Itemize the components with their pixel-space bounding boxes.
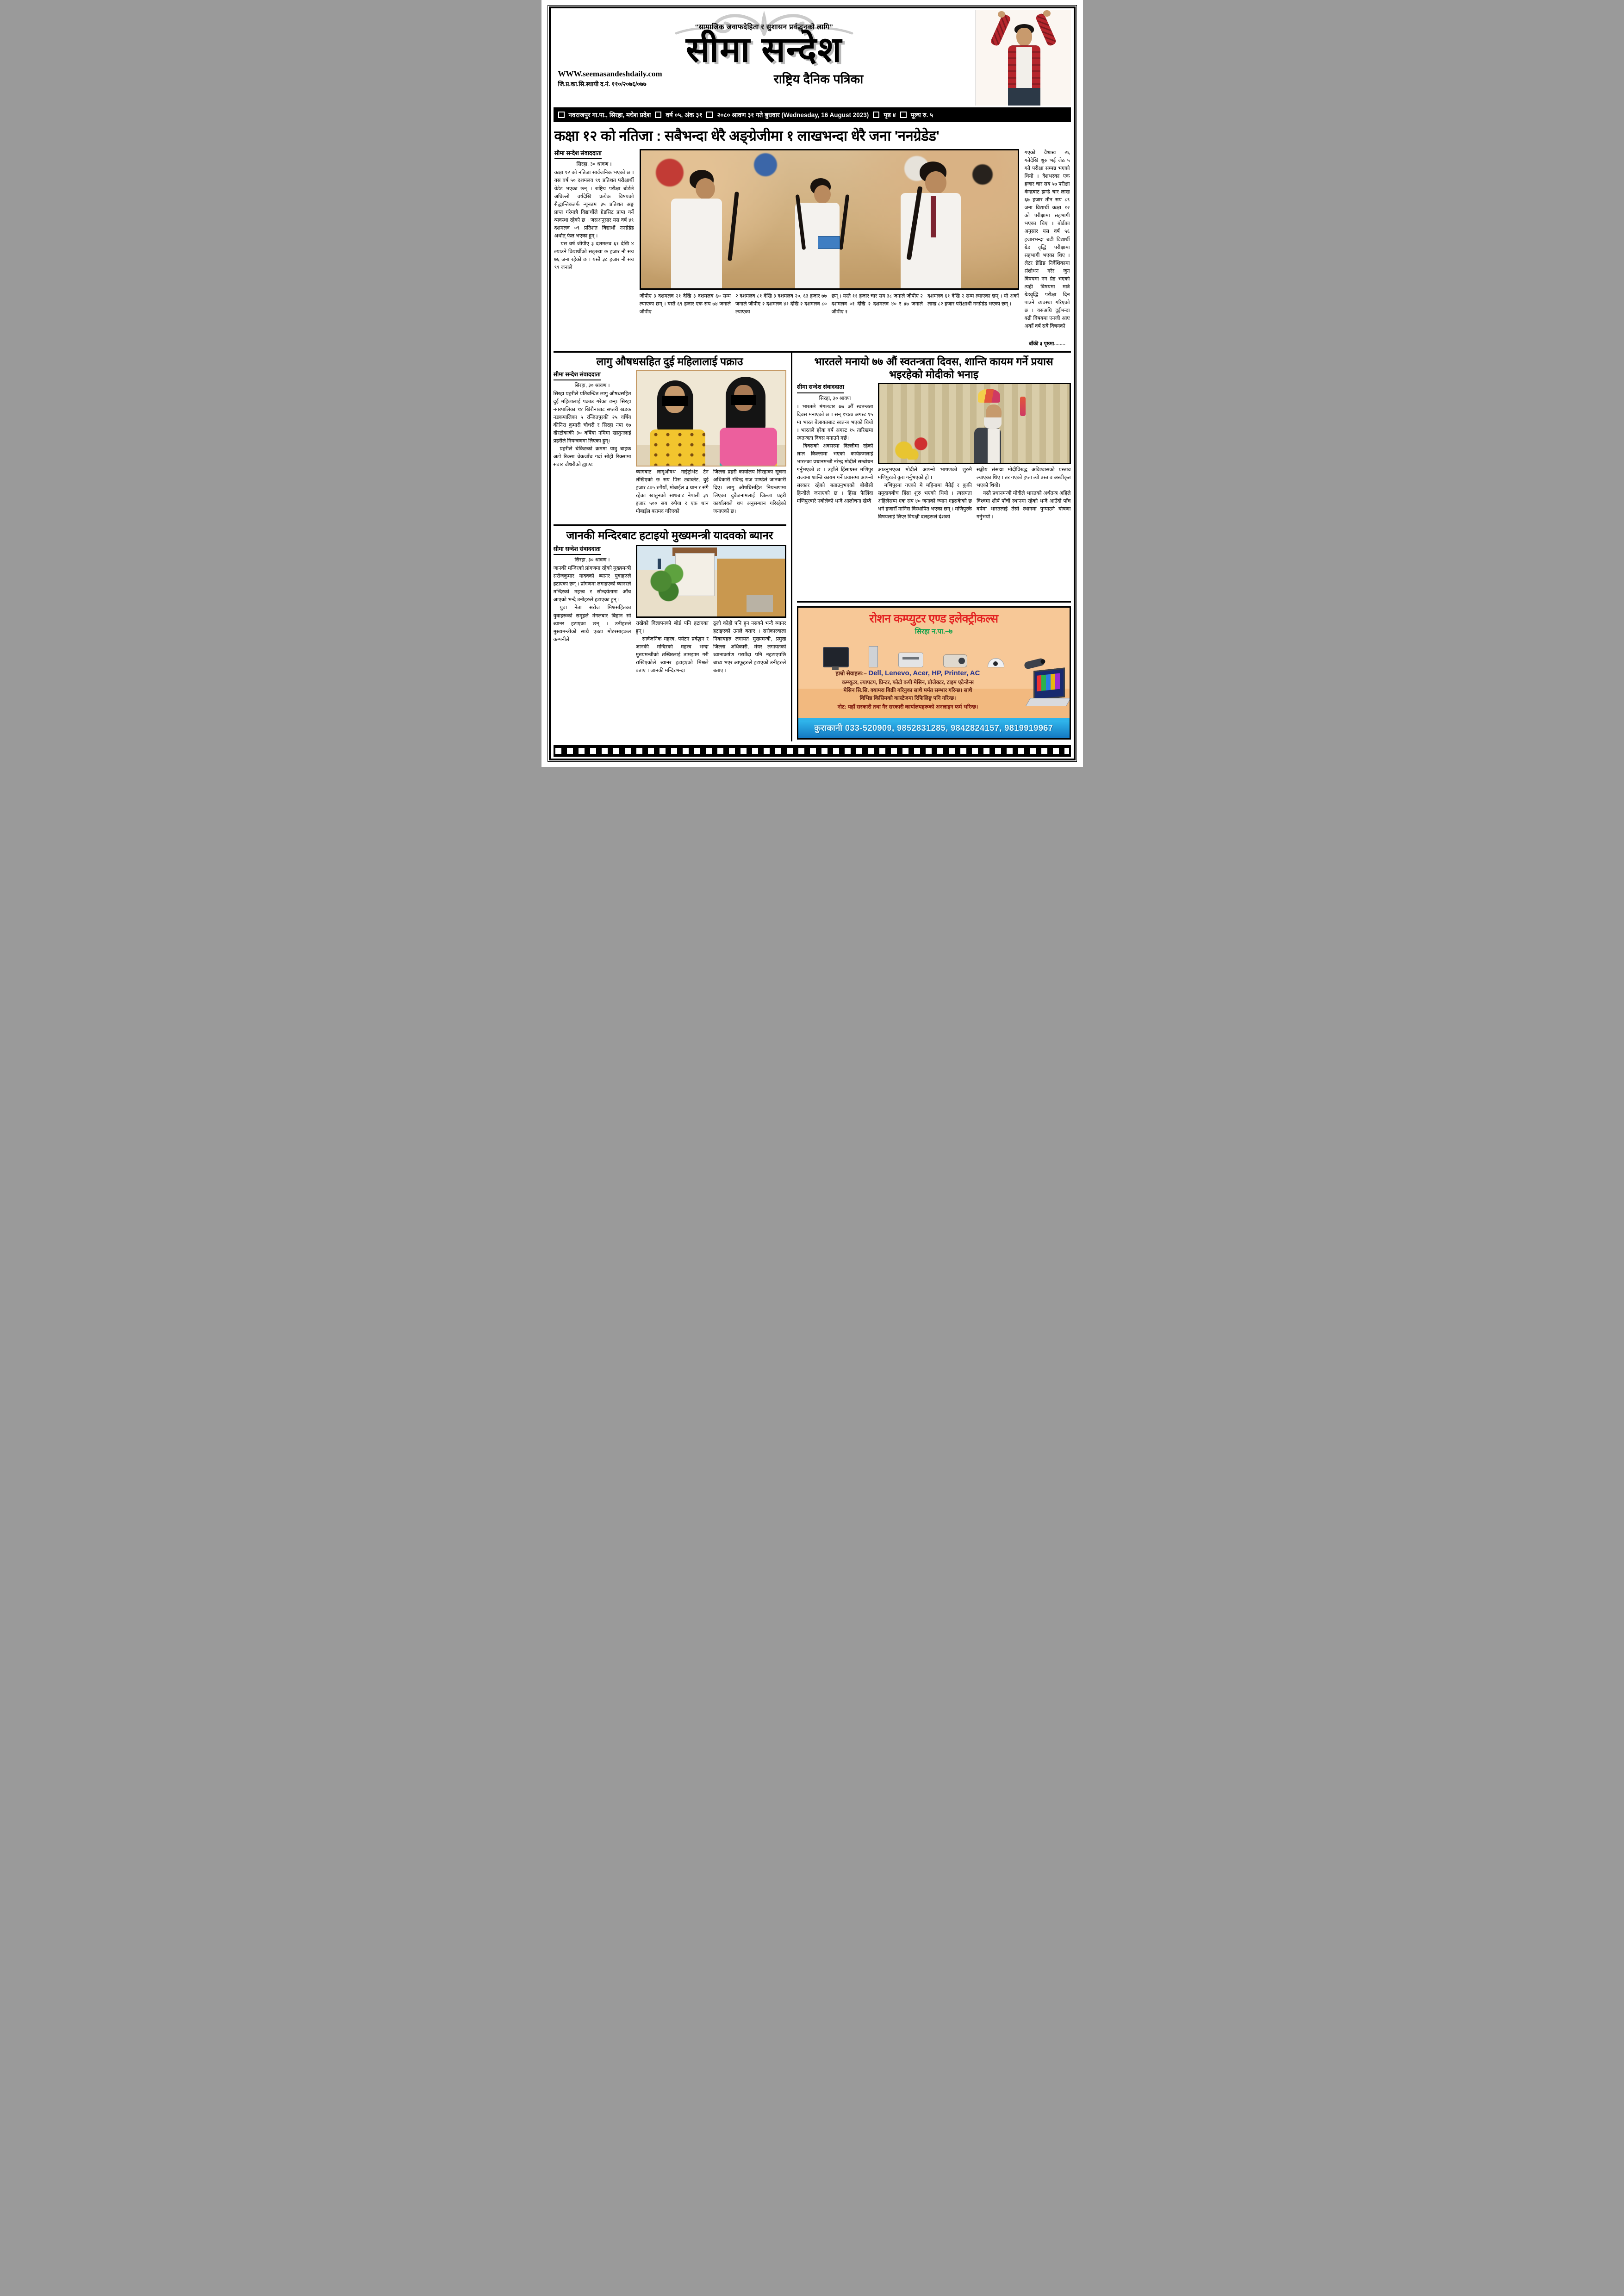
drug-cont-col: ब्यागबाट लागूऔषध नाईट्रोभेट टेन लेखिएको छ सय पिस ट्याब्लेट, दुई हजार ८०५ रुपैयाँ, मोबाईल ३ थान र संगै रहेका खातुनको साथबाट नेपाली ३१ हजार ५०० सय रुपैया र एक थान मोबाईल बरामद गरिएको [635, 469, 709, 514]
dome-camera-icon [988, 658, 1004, 667]
india-paragraph: । भारतले मंगलवार ७७ औँ स्वतन्त्रता दिवस मनाएको छ । सन् १९४७ अगस्ट १५ मा भारत बेलायतबाट स्वतन्त्र भएको थियो । भारतले हरेक वर्ष अगस्ट १५ तारिखमा स्वतन्त्रता दिवस मनाउने गर्छ। [796, 404, 873, 441]
drug-headline: लागु औषधसहित दुई महिलालाई पक्राउ [596, 355, 743, 367]
projector-icon [943, 654, 967, 667]
india-body [797, 383, 1071, 601]
publisher-location: नवराजपुर गा.पा., सिरहा, मधेश प्रदेश [568, 112, 651, 118]
ad-services-line2: कम्प्युटर, ल्यापटप, प्रिन्टर, फोटो कपी मेसिन, प्रोजेक्टर, टाइम एटेन्डेन्स [841, 679, 974, 685]
page-count: पृष्ठ ४ [884, 112, 896, 118]
ad-services-line3: मेसिन सि.सि. क्यामरा बिक्री गरिनुका साथै मर्मत सम्भार गरिन्छ। साथै [843, 687, 972, 693]
issue-date: २०८० श्रावण ३१ गते बुधवार (Wednesday, 16 August 2023) [717, 112, 869, 118]
ad-services [798, 668, 1070, 712]
photo-figure-jeans [1008, 88, 1040, 106]
india-cont-text: मणिपुरमा गएको मे महिनामा मैतेई र कुकी समुदायबीच हिंसा शुरु भएको थियो । त्यसयता अहिलेसम्म एक सय ४० जनाको ज्यान गइसकेको छ भने हजारौँ मानिस विस्थापित भएका छन् । मणिपुरकै विषयलाई लिएर विपक्षी दलहरूले देशको [877, 483, 972, 520]
ad-contact-bar: कुराकानी 033-520909, 9852831285, 9842824157, 9819919967 [798, 718, 1070, 738]
pc-tower-icon [869, 646, 878, 667]
india-cont-text: सङ्घीय संसद्मा मोदीविरुद्ध अविश्वासको प्रस्ताव ल्याएका थिए । तर गएको हप्ता त्यो प्रस्ताव अस्वीकृत भएको थियो। [977, 467, 1071, 489]
drug-cont-col: जिल्ला प्रहरी कार्यालय सिरहाका सूचना अधिकारी रबिन्द्र राज पाण्डेले जानकारी दिए। लागु औषधिसहित नियन्त्रणमा लिएका दुबैजनामलाई जिल्ला प्रहरी कार्यालयले थप अनुसन्धान गरिरहेको जनाएको छ। [713, 469, 786, 514]
woman-pink-kurta [720, 428, 777, 467]
masthead-subtitle: राष्ट्रिय दैनिक पत्रिका [773, 72, 864, 86]
dateline: सिरहा, ३० श्रावण । [574, 382, 610, 388]
lead-headline: कक्षा १२ को नतिजा : सबैभन्दा धेरै अङ्ग्रेजीमा १ लाखभन्दा धेरै जना 'ननग्रेडेड' [554, 128, 940, 144]
temple-body [554, 545, 786, 730]
ad-service-text [798, 668, 1018, 712]
banner-board [747, 595, 773, 612]
byline: सीमा सन्देश संवाददाता [554, 545, 601, 555]
person-on-ladder [658, 559, 661, 569]
modi-kurta [988, 429, 1000, 463]
girl-braid [728, 192, 739, 261]
page-frame [549, 6, 1076, 760]
newspaper-title: सीमा सन्देश [685, 30, 843, 69]
india-column-1 [797, 383, 873, 601]
drug-paragraph: प्रहरीले चेकिङको क्रममा यात्रु बाहक अटो रिक्सा चेकजाँच गर्दा सोही रिक्सामा सवार चौधरीको ह्याण्ड [553, 446, 631, 468]
flower-garland [887, 428, 944, 460]
advertisement-roshan-computers [797, 606, 1071, 740]
masthead [554, 10, 1071, 106]
masthead-photo [975, 10, 1071, 106]
ad-note: नोट: यहाँ सरकारी तथा गैर सरकारी कार्यालयहरूको अनलाइन फर्म भरिन्छ। [837, 704, 978, 710]
temple-cont-col [636, 620, 709, 730]
temple-photo-banner-removal [636, 545, 786, 618]
ad-product-images [803, 638, 1065, 667]
india-right-stack [878, 383, 1071, 601]
books [818, 236, 840, 249]
laptop-screen [1033, 667, 1065, 700]
temple-cont-col: ठूलो कोही पनि हुन नसक्ने भन्दै ब्यानर हटाइएको उनले बताए । सरोकारवाला निकायहरु लगायत मुख्यमन्त्री, प्रमुख जिल्ला अधिकारी, मेयर लगायतको ध्यानाकर्षण गराउँदा पनि नहटाएपछि बाध्य भएर आफूहरुले हटाएको उनीहरुले बताए । [713, 620, 786, 674]
price: मूल्य रु. ५ [910, 112, 933, 118]
modi-turban [978, 389, 1000, 403]
drug-right-stack [636, 370, 786, 515]
photo-figure-arm [989, 13, 1011, 47]
drug-continuation [636, 468, 786, 515]
lead-paragraph: कक्षा १२ को नतिजा सार्वजनिक भएको छ । यस वर्ष ५० दशमलव ९१ प्रतिशत परीक्षार्थी ग्रेडेड भएका छन् । राष्ट्रिय परीक्षा बोर्डले अघिल्लो वर्षदेखि प्रत्येक विषयको सैद्धान्तिकतर्फ न्यूनतम ३५ प्रतिशत अङ्क प्राप्त गरेमात्रै विद्यार्थीले ग्रेडसिट प्राप्त गर्ने व्यवस्था रहेको छ । जसअनुसार यस वर्ष ४९ दशमलव ०९ प्रतिशत विद्यार्थी ननग्रेडेड अर्थात् फेल भएका हुन् । [554, 170, 634, 239]
monitor-icon [823, 647, 849, 667]
photo-figure-arm [1035, 12, 1057, 47]
modi-beard [984, 417, 1002, 429]
issue-info-bar [554, 107, 1071, 122]
checker-pattern [555, 748, 1069, 754]
india-cont-text: यस्तै प्रधानमन्त्री मोदीले भारतको अर्थतन्त्र अहिले विश्वमा शीर्ष पाँचौं स्थानमा रहेको भन्दै आउँदो पाँच वर्षमा भारतलाई तेस्रो स्थानमा पुऱ्याउने घोषणा गर्नुभयो । [977, 491, 1071, 520]
left-column [554, 353, 792, 741]
temple-paragraph: युवा नेता सरोज मिश्रसहितका युवाहरूको समूहले मंगलबार बिहान सो ब्यानर हटाएका छन् । उनीहरुले मुख्यमन्त्रीको साथै एउटा मोटरसाइकल कम्पनीले [553, 605, 631, 642]
lead-cont-col: जीपीए ३ दशमलव २१ देखि ३ दशमलव ६० सम्म ल्याएका छन् । यस्तै ६९ हजार एक सय ७४ जनाले जीपीए [639, 293, 731, 315]
temple-right-stack [636, 545, 786, 730]
dateline: सिरहा, ३० श्रावण । [576, 162, 612, 168]
drug-column-1 [554, 370, 631, 515]
temple-paragraph: जानकी मन्दिरको प्रांगणमा रहेको मुख्यमन्त्री सरोजकुमार यादवको ब्यानर युवाहरुले हटाएका छन् । प्रांगणमा लगाइएको ब्यानरले मन्दिरको महत्त्व र सौन्दर्यतामा आँच आएको भन्दै उनीहरुले हटाएका हुन् । [553, 566, 631, 603]
lead-cont-col: २ दशमलव ८१ देखि ३ दशमलव २०, ६३ हजार ७७ जनाले जीपीए २ दशमलव ४१ देखि २ दशमलव ८० ल्याएका [735, 293, 827, 315]
laptop-base [1025, 698, 1070, 706]
article-drug-arrest [554, 353, 786, 526]
ad-title: रोशन कम्प्युटर एण्ड इलेक्ट्रीकल्स [869, 612, 998, 625]
masthead-ids [554, 69, 662, 88]
temple-headline: जानकी मन्दिरबाट हटाइयो मुख्यमन्त्री यादवको ब्यानर [566, 529, 773, 542]
girl-face [814, 185, 831, 204]
eye-privacy-bar [731, 395, 756, 405]
ad-subtitle: सिरहा न.पा.–७ [915, 628, 953, 635]
masthead-left [554, 10, 975, 106]
india-photo-modi [878, 383, 1071, 464]
lead-continuation-columns [640, 292, 1019, 347]
crowd-figure [972, 164, 993, 185]
printer-icon [898, 653, 923, 667]
square-bullet-icon [900, 112, 907, 118]
lead-middle [640, 149, 1019, 347]
girl-braid [839, 194, 850, 250]
masthead-bottom-row [554, 69, 975, 88]
article-temple-banner [554, 526, 786, 741]
lead-photo-students [640, 149, 1019, 290]
square-bullet-icon [706, 112, 713, 118]
right-column [792, 353, 1071, 741]
india-paragraph: दिवसको अवसरमा दिल्लीमा रहेको लाल किल्लामा भएको कार्यक्रमलाई भारतका प्रधानमन्त्री नरेन्द्र मोदीले सम्बोधन गर्नुभएको छ । उहाँले हिंसाग्रस्त मणिपुर राज्यमा शान्ति कायम गर्ने प्रयासमा आफ्नो सरकार रहेको बताउनुभएको बीबीसी हिन्दीले जनाएको छ । हिंसा फैलिंदा मणिपुरबारे नबोलेको भन्दै आलोचना खेप्दै [796, 443, 873, 504]
crowd-figure [754, 153, 777, 176]
crowd-figure [656, 159, 684, 187]
photo-figure-hand [1043, 10, 1051, 17]
girl-white-shirt [671, 199, 722, 290]
byline: सीमा सन्देश संवाददाता [554, 370, 601, 380]
temple-column-1 [554, 545, 631, 730]
square-bullet-icon [558, 112, 565, 118]
drug-photo-two-women [636, 370, 786, 467]
lead-story [554, 148, 1071, 353]
india-cont-text: आउनुभएका मोदीले आफ्नो भाषणको शुरुमै मणिपुरको कुरा गर्नुभएको हो । [877, 467, 972, 481]
footer-checker-strip [554, 745, 1071, 757]
temple-cont-text: सार्वजनिक महत्त्व, पर्यटन प्रर्वद्धन र जानकी मन्दिरको महत्त्व भन्दा मुख्यमन्त्रीको तस्विरलाई तामझाम गरी राखिएकोले ब्यानर हटाइएको मिश्रले बताए । जानकी मन्दिरभन्दा [635, 636, 709, 674]
lead-cont-col: दशमलव ६१ देखि २ सम्म ल्याएका छन् । यो अर्को लाख ८२ हजार परीक्षार्थी ननग्रेडेड भएका छन् । [927, 293, 1019, 307]
masthead-slogan: “सामाजिक जवाफदेहिता र सुशासन प्रर्वद्धनको लागि” [695, 23, 834, 31]
laptop-icon [1018, 668, 1070, 711]
byline: सीमा सन्देश संवाददाता [797, 383, 844, 393]
newspaper-page [541, 0, 1083, 767]
girl-tie [931, 196, 936, 237]
photo-figure-face [1016, 28, 1032, 46]
continued-on-page: बाँकी ३ पृष्ठमा........ [1029, 341, 1065, 347]
photo-figure-hand [998, 11, 1005, 18]
lead-paragraph: यस वर्ष जीपीए ३ दशमलव ६१ देखि ४ ल्याउने विद्यार्थीको सङ्ख्या छ हजार नौ सय ७६ जना रहेको छ । यस्तै ३८ हजार नौ सय ९९ जनाले [554, 241, 634, 270]
byline: सीमा सन्देश संवाददाता [554, 149, 602, 159]
ad-services-line4: विभिन्न किसिमको कास्टेजमा रिफिलिङ्ग पनि गरिन्छ। [859, 696, 956, 701]
website-url: WWW.seemasandeshdaily.com [558, 69, 662, 78]
eye-privacy-bar [662, 396, 688, 406]
lead-right-text: गएको वैशाख २६ गतेदेखि शुरु भई जेठ ५ गते परीक्षा सम्पन्न भएको थियो । देशभरका एक हजार चार सय ५७ परीक्षा केन्द्रबाट झन्डै चार लाख ६७ हजार तीन सय ८९ जना विद्यार्थी कक्षा १२ को परीक्षामा सहभागी भएका थिए । बोर्डका अनुसार यस वर्ष ५६ हजारभन्दा बढी विद्यार्थी ग्रेड वृद्धि परीक्षामा सहभागी भएका थिए । लेटर ग्रेडिङ निर्देशिकामा संशोधन गरेर जुन विषयमा नन ग्रेड भएको त्यही विषयमा मात्रै ग्रेडवृद्धि परीक्षा दिन पाउने व्यवस्था गरिएको छ । यसअघि दुईभन्दा बढी विषयमा एनजी आए अर्को वर्ष सबै विषयको [1024, 150, 1070, 330]
registration-number: जि.प्र.का.सि.स्थायी द.नं. ११०/२०७६/०७७ [558, 80, 647, 87]
woman-yellow-kurta [650, 429, 705, 467]
square-bullet-icon [873, 112, 879, 118]
india-cont-col [878, 466, 972, 601]
girl-face [696, 178, 715, 199]
lead-cont-col: छन् । यस्तै ११ हजार चार सय ३८ जनाले जीपीए २ दशमलव ०१ देखि २ दशमलव ४० र ४७ जनाले जीपीए १ [831, 293, 923, 315]
temple-continuation [636, 620, 786, 730]
tree [646, 561, 696, 610]
india-cont-col [977, 466, 1071, 601]
modi-turban-tail [1020, 397, 1026, 416]
girl-face [925, 171, 946, 194]
dateline: सिरहा, ३० श्रावण [819, 395, 851, 401]
photo-figure-tshirt [1016, 47, 1032, 90]
india-headline: भारतले मनायो ७७ औं स्वतन्त्रता दिवस, शान्ति कायम गर्ने प्रयास भइरहेको मोदीको भनाइ [814, 355, 1053, 380]
square-bullet-icon [655, 112, 661, 118]
temple-cont-text: राखेको विज्ञापनको बोर्ड पनि हटाएका हुन् । [635, 620, 709, 634]
drug-body [554, 370, 786, 515]
lead-column-1 [554, 149, 634, 347]
dateline: सिरहा, ३० श्रावण । [574, 557, 610, 563]
india-continuation [878, 466, 1071, 601]
volume-issue: वर्ष ०५, अंक ३१ [666, 112, 703, 118]
lead-right-column [1025, 149, 1070, 347]
bottom-half [554, 353, 1071, 741]
drug-paragraph: सिरहा प्रहरीले प्रतिवन्धित लागु औषधसहित दुई महिलालाई पक्राउ गरेका छन्। सिरहा नगरपालिका १४ खिरौनाबाट सप्तरी खडक नडकपालिका ५ रन्जितपुरकी २५ वर्षिय कीनिरा कुमारी चौधरी र सिरहा नपा १७ खैरटोकाकी ३० वर्षिया नमिमा खातुनलाई प्रहरीले नियन्त्रणमा लिएका हुन्। [553, 391, 631, 444]
ad-services-label: हाम्रो सेवाहरू:– [835, 670, 867, 677]
ad-services-brands: Dell, Lenevo, Acer, HP, Printer, AC [868, 669, 980, 677]
article-india-independence [797, 353, 1071, 603]
